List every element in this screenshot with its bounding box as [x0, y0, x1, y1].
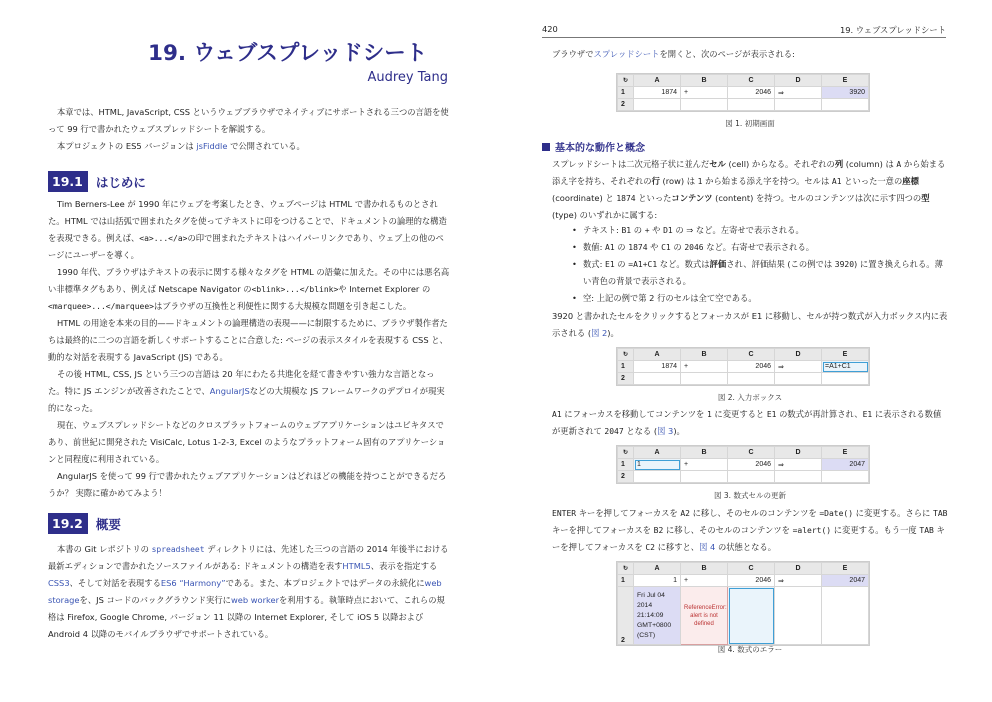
cell-e2[interactable]: [822, 587, 869, 645]
figure-1-spreadsheet: [616, 73, 870, 112]
inline-code: <marquee>...</marquee>: [48, 302, 154, 311]
cell-a2[interactable]: [634, 471, 681, 483]
row-header: 2: [618, 587, 634, 645]
column-header: B: [681, 447, 728, 459]
square-bullet-icon: [542, 143, 550, 151]
row-header: 1: [618, 87, 634, 99]
s1-text: その後 HTML, CSS, JS という三つの言語は 20 年にわたる共進化を経て書きやすい強力な言語となった。特に JS エンジンが改善されたことで、: [48, 369, 435, 396]
concept-text: (row) は: [659, 176, 696, 186]
column-header: A: [634, 75, 681, 87]
cell-d2[interactable]: [775, 471, 822, 483]
cell-b2[interactable]: [681, 471, 728, 483]
s2-text: である。また、本プロジェクトではデータの永続化に: [225, 578, 425, 588]
bold-term: コンテンツ: [671, 193, 713, 203]
column-header: C: [728, 563, 775, 575]
bold-term: 行: [651, 176, 660, 186]
row-header: 2: [618, 99, 634, 111]
intro-text-2b: で公開されている。: [230, 141, 305, 151]
cell-d2[interactable]: [775, 587, 822, 645]
concept-text: といった一意の: [844, 176, 903, 186]
cell-e1[interactable]: 2047: [822, 459, 869, 471]
inline-code: <a>...</a>: [139, 234, 188, 243]
s1-text: 現在、ウェブスプレッドシートなどのクロスプラットフォームのウェブアプリケーションはユビキタスであり、前世紀に開発された VisiCalc, Lotus 1-2-3, Excel のようなプラットフォーム固有のアプリケーションと同程度に利用されている。: [48, 420, 446, 464]
s2-text: を、JS コードのバックグラウンド実行に: [79, 595, 231, 605]
inline-code: <blink>...</blink>: [251, 285, 339, 294]
column-header: B: [681, 349, 728, 361]
s1-text: HTML の用途を本来の目的——ドキュメントの論理構造の表現——に制限するために、ブラウザ製作者たちは最終的に二つの言語を新しくサポートすることに合意した: ページの表示スタイルを表現する CSS と、動的な対話を表現する JavaScript (JS) である。: [48, 318, 448, 362]
section-title: はじめに: [95, 174, 146, 190]
cell-b2[interactable]: [681, 99, 728, 111]
s1-text: 1990 年代、ブラウザはテキストの表示に関する様々なタグを HTML の語彙に加えた。その中には悪名高い非標準タグもあり、例えば Netscape Navigator の: [48, 267, 450, 294]
cell-b2[interactable]: [681, 373, 728, 385]
list-item: • 空: 上記の例で第 2 行のセルは全て空である。: [572, 290, 948, 307]
intro-text-2a: 本プロジェクトの ES5 バージョンは: [57, 141, 194, 151]
inline-code: A: [896, 160, 902, 169]
section-2-body: [48, 541, 450, 643]
cell-c1[interactable]: 2046: [728, 459, 775, 471]
figure-3-caption: 図 3. 数式セルの更新: [714, 491, 786, 500]
column-header: D: [775, 349, 822, 361]
cell-e2[interactable]: [822, 373, 869, 385]
concept-text: (content) を持つ。セルのコンテンツは次に示す四つの: [712, 193, 922, 203]
s1-text: はブラウザの互換性と利便性に関する大規模な問題を引き起こした。: [153, 301, 412, 311]
intro-paragraph: [48, 104, 450, 155]
cell-a1-input[interactable]: 1: [634, 459, 681, 471]
column-header: D: [775, 563, 822, 575]
refresh-icon[interactable]: ↻: [618, 563, 634, 575]
column-header: C: [728, 349, 775, 361]
cell-b1[interactable]: +: [681, 575, 728, 587]
cell-a2[interactable]: [634, 373, 681, 385]
list-item: • テキスト: B1 の + や D1 の ⇒ など。左寄せで表示される。: [572, 222, 948, 239]
cell-b2-error[interactable]: ReferenceError: alert is not defined: [681, 587, 728, 645]
cell-d1[interactable]: ⇒: [775, 575, 822, 587]
column-header: C: [728, 447, 775, 459]
cell-d1[interactable]: ⇒: [775, 361, 822, 373]
cell-e1[interactable]: 2047: [822, 575, 869, 587]
figure-3-spreadsheet: [616, 445, 870, 484]
open-paragraph: [552, 46, 948, 63]
jsfiddle-link[interactable]: jsFiddle: [196, 141, 228, 151]
section-heading-1: [48, 171, 146, 192]
right-page: [496, 0, 992, 702]
focus-paragraph: [552, 308, 948, 342]
bold-term: セル: [709, 159, 726, 169]
row-header: 2: [618, 373, 634, 385]
bold-term: 列: [834, 159, 844, 169]
spreadsheet-code-link[interactable]: spreadsheet: [151, 545, 205, 554]
column-header: E: [822, 75, 869, 87]
bold-term: 座標: [902, 176, 919, 186]
section-heading-2: [48, 513, 121, 534]
cell-c1[interactable]: 2046: [728, 575, 775, 587]
column-header: B: [681, 563, 728, 575]
row-header: 1: [618, 361, 634, 373]
inline-code: 1874: [616, 194, 636, 203]
cell-a1[interactable]: 1874: [634, 87, 681, 99]
cell-a1[interactable]: 1874: [634, 361, 681, 373]
column-header: A: [634, 563, 681, 575]
author: Audrey Tang: [367, 70, 448, 85]
column-header: E: [822, 349, 869, 361]
concept-text: スプレッドシートは二次元格子状に並んだ: [552, 159, 710, 169]
s2-text: 本書の Git レポジトリの: [57, 544, 149, 554]
cell-b1[interactable]: +: [681, 361, 728, 373]
cell-c2-input[interactable]: [728, 587, 775, 645]
concept-paragraph: [552, 156, 948, 224]
web-storage-link[interactable]: web storage: [48, 578, 442, 605]
subsection-title: 基本的な動作と概念: [555, 143, 645, 154]
subsection-heading: [542, 139, 645, 154]
cell-c1[interactable]: 2046: [728, 361, 775, 373]
s1-text: Tim Berners-Lee が 1990 年にウェブを考案したとき、ウェブページは HTML で書かれるものとされた。HTML では山括弧で囲まれたタグを使ってテキストに印をつけることで、ドキュメントの論理的な構造を表現できる。例えば、: [48, 199, 447, 243]
section-title: 概要: [95, 516, 121, 532]
section-number: 19.2: [48, 513, 88, 534]
concept-text: (type) のいずれかに属する:: [552, 210, 658, 220]
bold-term: 型: [921, 193, 930, 203]
cell-a2[interactable]: Fri Jul 04 2014 21:14:09 GMT+0800 (CST): [634, 587, 681, 645]
cell-e1-input[interactable]: =A1+C1: [822, 361, 869, 373]
figure-4-link[interactable]: 図 4: [699, 542, 716, 552]
concept-text: から始まる添え字を持ち、それぞれの: [552, 159, 946, 186]
running-header: [542, 24, 946, 38]
spreadsheet-link[interactable]: スプレッドシート: [593, 49, 660, 59]
concept-text: (column) は: [843, 159, 894, 169]
figure-2-link[interactable]: 図 2: [591, 328, 608, 338]
chapter-title: 19. ウェブスプレッドシート: [148, 41, 428, 66]
concept-text: (coordinate) と: [552, 193, 614, 203]
html5-link[interactable]: HTML5: [342, 561, 371, 571]
cell-c1[interactable]: 2046: [728, 87, 775, 99]
open-text: ブラウザで: [552, 49, 594, 59]
cell-d2[interactable]: [775, 373, 822, 385]
refresh-icon[interactable]: ↻: [618, 447, 634, 459]
list-item: • 数値: A1 の 1874 や C1 の 2046 など。右寄せで表示される。: [572, 239, 948, 256]
row-header: 1: [618, 575, 634, 587]
cell-e2[interactable]: [822, 471, 869, 483]
open-text: を開くと、次のページが表示される:: [659, 49, 795, 59]
s1-text: の印で囲まれたテキストはハイパーリンクであり、ウェブ上の他のページにユーザーを導く。: [48, 233, 444, 260]
es6-link[interactable]: ES6 “Harmony”: [160, 578, 226, 588]
recalc-paragraph: A1 にフォーカスを移動してコンテンツを 1 に変更すると E1 の数式が再計算され、E1 に表示される数値が更新されて 2047 となる (図 3)。: [552, 409, 942, 436]
s1-text: AngularJS を使って 99 行で書かれたウェブアプリケーションはどれほどの機能を持つことができるだろうか？ 実際に確かめてみよう！: [48, 471, 447, 498]
s2-text: 、そして対話を表現する: [69, 578, 161, 588]
refresh-icon[interactable]: ↻: [618, 75, 634, 87]
figure-2-caption: 図 2. 入力ボックス: [717, 393, 783, 402]
concept-text: (cell) からなる。それぞれの: [725, 159, 835, 169]
column-header: E: [822, 563, 869, 575]
section-number: 19.1: [48, 171, 88, 192]
list-item: • 数式: E1 の =A1+C1 など。数式は評価され、評価結果 (この例では 3920) に置き換えられる。薄い青色の背景で表示される。: [572, 256, 948, 290]
column-header: A: [634, 349, 681, 361]
column-header: A: [634, 447, 681, 459]
cell-e1[interactable]: 3920: [822, 87, 869, 99]
cell-a1[interactable]: 1: [634, 575, 681, 587]
row-header: 1: [618, 459, 634, 471]
type-list: [572, 222, 948, 307]
cell-d1[interactable]: ⇒: [775, 459, 822, 471]
s1-text: や Internet Explorer の: [338, 284, 431, 294]
cell-c2[interactable]: [728, 373, 775, 385]
cell-a2[interactable]: [634, 99, 681, 111]
s1-text: などの大規模な JS フレームワークのデプロイが現実的になった。: [48, 386, 445, 413]
concept-text: から始まる添え字を持つ。セルは: [705, 176, 830, 186]
s2-text: ディレクトリには、先述した三つの言語の 2014 年後半における最新エディションで書かれたソースファイルがある: ドキュメントの構造を表す: [48, 544, 449, 571]
inline-code: 1: [697, 177, 703, 186]
angularjs-link[interactable]: AngularJS: [209, 386, 250, 396]
inline-code: A1: [831, 177, 842, 186]
s2-text: を利用する。執筆時点において、これらの規格は Firefox, Google Chrome, バージョン 11 以降の Internet Explorer, そして iOS 5 以降および Android 4 以降のモバイルブラウザでサポートされている。: [48, 595, 445, 639]
figure-3-link[interactable]: 図 3: [657, 426, 674, 436]
cell-d2[interactable]: [775, 99, 822, 111]
figure-4-spreadsheet: [616, 561, 870, 646]
column-header: D: [775, 447, 822, 459]
cell-e2[interactable]: [822, 99, 869, 111]
focus-text: )。: [607, 328, 619, 338]
row-header: 2: [618, 471, 634, 483]
column-header: D: [775, 75, 822, 87]
refresh-icon[interactable]: ↻: [618, 349, 634, 361]
cell-b1[interactable]: +: [681, 459, 728, 471]
cell-c2[interactable]: [728, 99, 775, 111]
focus-text: 3920 と書かれたセルをクリックするとフォーカスが E1 に移動し、セルが持つ数式が入力ボックス内に表示される (: [552, 311, 948, 338]
column-header: E: [822, 447, 869, 459]
intro-text-1: 本章では、HTML, JavaScript, CSS というウェブブラウザでネイティブにサポートされる三つの言語を使って 99 行で書かれたウェブスプレッドシートを解説する。: [48, 107, 449, 134]
page-number: 420: [542, 24, 558, 34]
concept-text: といった: [638, 193, 672, 203]
section-1-body: [48, 196, 450, 502]
column-header: B: [681, 75, 728, 87]
css3-link[interactable]: CSS3: [48, 578, 70, 588]
cell-b1[interactable]: +: [681, 87, 728, 99]
cell-c2[interactable]: [728, 471, 775, 483]
column-header: C: [728, 75, 775, 87]
s2-text: 、表示を指定する: [370, 561, 438, 571]
error-paragraph: ENTER キーを押してフォーカスを A2 に移し、そのセルのコンテンツを =Date() に変更する。さらに TAB キーを押してフォーカスを B2 に移し、そのセルのコンテンツを =alert() に変更する。もう一度 TAB キーを押してフォーカスを C2 に移すと、図 4 の状態となる。: [552, 508, 948, 552]
figure-2-spreadsheet: [616, 347, 870, 386]
web-worker-link[interactable]: web worker: [230, 595, 280, 605]
cell-d1[interactable]: ⇒: [775, 87, 822, 99]
running-head-title: 19. ウェブスプレッドシート: [839, 25, 946, 35]
figure-4-caption: 図 4. 数式のエラー: [717, 645, 783, 654]
figure-1-caption: 図 1. 初期画面: [725, 119, 775, 128]
